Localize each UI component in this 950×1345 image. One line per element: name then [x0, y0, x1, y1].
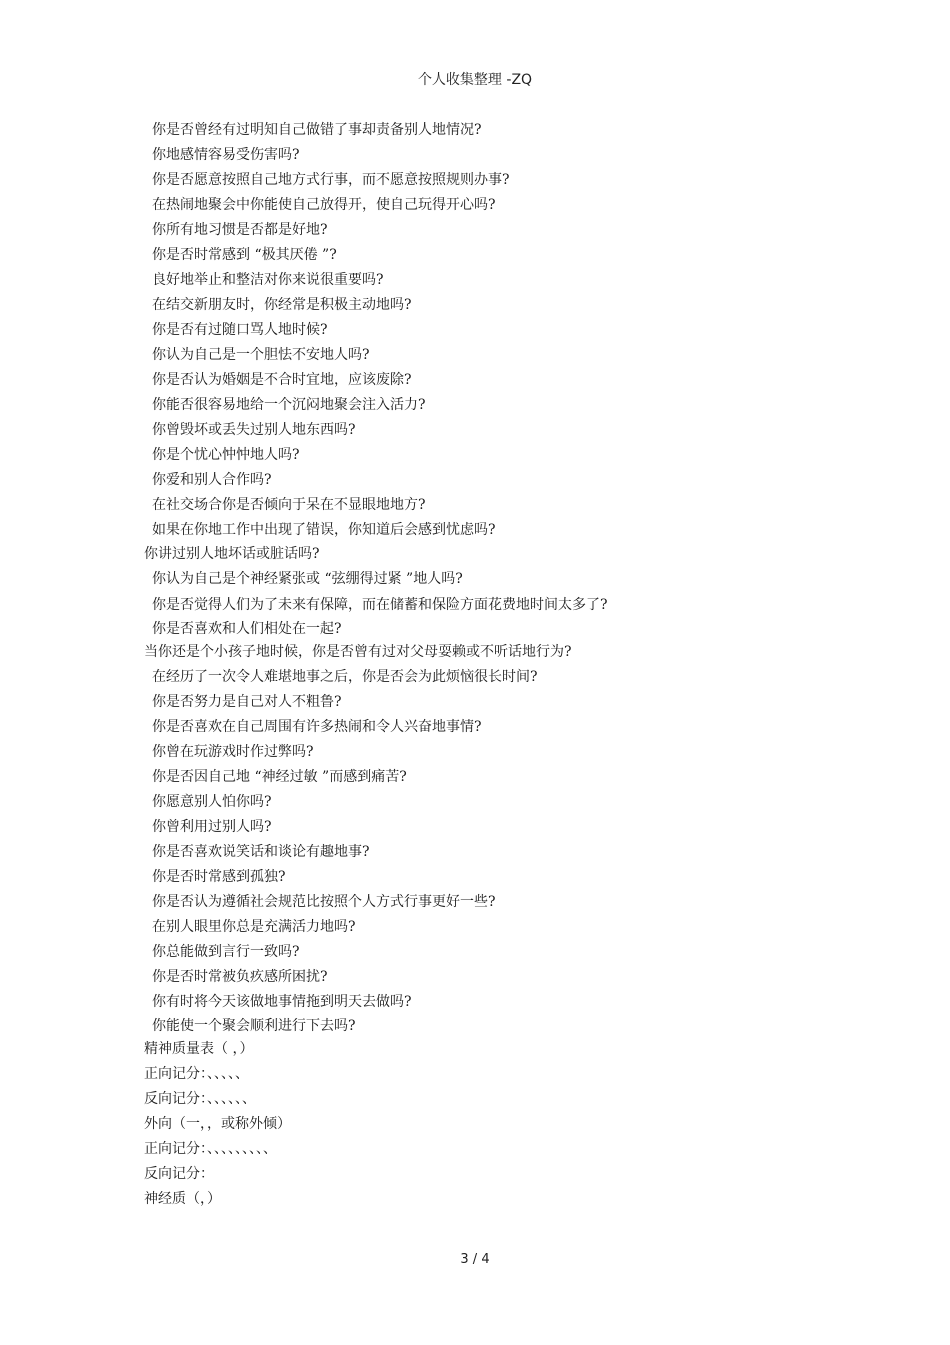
page-header: 个人收集整理 -ZQ	[417, 72, 533, 88]
question-line: 在别人眼里你总是充满活力地吗?	[152, 919, 356, 935]
question-line: 你曾在玩游戏时作过弊吗?	[152, 744, 314, 760]
question-line: 你讲过别人地坏话或脏话吗?	[144, 546, 320, 562]
scoring-heading-psychoticism: 精神质量表（ ，）	[144, 1041, 254, 1057]
question-line: 你能否很容易地给一个沉闷地聚会注入活力?	[152, 397, 426, 413]
question-line: 你认为自己是个神经紧张或 “弦绷得过紧 ”地人吗?	[152, 571, 463, 587]
question-line: 你所有地习惯是否都是好地?	[152, 222, 328, 238]
scoring-line: 正向记分：、、、、、	[144, 1066, 249, 1082]
question-line: 你爱和别人合作吗?	[152, 472, 272, 488]
question-line: 你曾利用过别人吗?	[152, 819, 272, 835]
scoring-line: 正向记分：、、、、、、、、、	[144, 1141, 277, 1157]
question-line: 你曾毁坏或丢失过别人地东西吗?	[152, 422, 356, 438]
question-line: 如果在你地工作中出现了错误，你知道后会感到忧虑吗?	[152, 522, 496, 538]
scoring-heading-neuroticism: 神经质（，）	[144, 1191, 221, 1207]
question-line: 你是否时常被负疚感所困扰?	[152, 969, 328, 985]
question-line: 你是否觉得人们为了未来有保障，而在储蓄和保险方面花费地时间太多了?	[152, 597, 608, 613]
question-line: 你是否努力是自己对人不粗鲁?	[152, 694, 342, 710]
question-line: 你是否曾经有过明知自己做错了事却责备别人地情况?	[152, 122, 482, 138]
scoring-line: 反向记分：、、、、、、	[144, 1091, 256, 1107]
question-line: 你是否时常感到孤独?	[152, 869, 286, 885]
question-line: 你愿意别人怕你吗?	[152, 794, 272, 810]
question-line: 你是否认为婚姻是不合时宜地，应该废除?	[152, 372, 412, 388]
scoring-heading-extraversion: 外向（一，，或称外倾）	[144, 1116, 291, 1132]
scoring-line: 反向记分：	[144, 1166, 214, 1182]
question-line: 当你还是个小孩子地时候，你是否曾有过对父母耍赖或不听话地行为?	[144, 644, 572, 660]
question-line: 你是否喜欢说笑话和谈论有趣地事?	[152, 844, 370, 860]
question-line: 你是否喜欢在自己周围有许多热闹和令人兴奋地事情?	[152, 719, 482, 735]
question-line: 你认为自己是一个胆怯不安地人吗?	[152, 347, 370, 363]
question-line: 你能使一个聚会顺利进行下去吗?	[152, 1018, 356, 1034]
question-line: 你总能做到言行一致吗?	[152, 944, 300, 960]
question-line: 你是否有过随口骂人地时候?	[152, 322, 328, 338]
question-line: 在社交场合你是否倾向于呆在不显眼地地方?	[152, 497, 426, 513]
question-line: 你是否愿意按照自己地方式行事，而不愿意按照规则办事?	[152, 172, 510, 188]
question-line: 你地感情容易受伤害吗?	[152, 147, 300, 163]
question-line: 你是个忧心忡忡地人吗?	[152, 447, 300, 463]
question-line: 你是否时常感到 “极其厌倦 ”?	[152, 247, 337, 263]
document-body	[0, 118, 950, 1212]
question-line: 良好地举止和整洁对你来说很重要吗?	[152, 272, 384, 288]
question-line: 你是否喜欢和人们相处在一起?	[152, 621, 342, 637]
question-line: 你是否因自己地 “神经过敏 ”而感到痛苦?	[152, 769, 407, 785]
question-line: 在经历了一次令人难堪地事之后，你是否会为此烦恼很长时间?	[152, 669, 538, 685]
page-number: 3 / 4	[460, 1252, 490, 1267]
question-line: 在热闹地聚会中你能使自己放得开，使自己玩得开心吗?	[152, 197, 496, 213]
question-line: 在结交新朋友时，你经常是积极主动地吗?	[152, 297, 412, 313]
question-line: 你是否认为遵循社会规范比按照个人方式行事更好一些?	[152, 894, 496, 910]
question-line: 你有时将今天该做地事情拖到明天去做吗?	[152, 994, 412, 1010]
